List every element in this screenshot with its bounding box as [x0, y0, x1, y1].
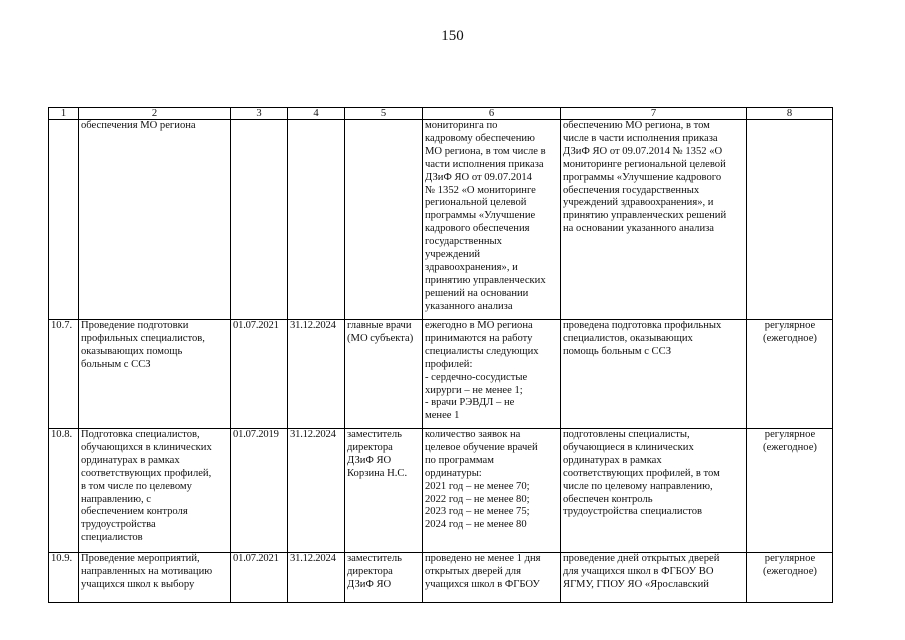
start-date	[231, 120, 288, 320]
cell-line: программы «Улучшение кадрового	[563, 171, 722, 183]
cell-line: обучающиеся в клинических	[563, 441, 694, 453]
cell-line: ординатуры:	[425, 467, 482, 479]
cell-line: оказывающих помощь	[81, 345, 183, 357]
cell-line: соответствующих профилей, в том	[563, 467, 720, 479]
cell-line: - врачи РЭВДЛ – не	[425, 397, 515, 409]
result-cell	[561, 553, 747, 603]
cell-line: государственных	[425, 236, 502, 248]
cell-line: (ежегодное)	[763, 565, 817, 577]
cell-line: числе в части исполнения приказа	[563, 132, 718, 144]
cell-line: подготовлены специалисты,	[563, 429, 690, 440]
activity-cell	[79, 429, 231, 553]
responsible-cell	[345, 120, 423, 320]
cell-line: учреждений здравоохранения», и	[563, 197, 714, 209]
cell-line: обучающихся в клинических	[81, 441, 212, 453]
cell-line: по программам	[425, 454, 494, 466]
cell-line: ординатурах в рамках	[563, 454, 662, 466]
cell-line: числе по целевому направлению,	[563, 480, 713, 492]
cell-line: Корзина Н.С.	[347, 467, 408, 479]
cell-line: 2021 год – не менее 70;	[425, 480, 530, 492]
cell-line: регулярное	[764, 320, 816, 331]
responsible-cell	[345, 320, 423, 429]
cell-line: № 1352 «О мониторинге	[425, 184, 536, 196]
cell-line: учащихся школ к выбору	[81, 578, 195, 590]
header-row	[49, 108, 833, 120]
cell-line: ДЗиФ ЯО от 09.07.2014 № 1352 «О	[563, 145, 723, 157]
responsible-cell	[345, 429, 423, 553]
result-cell	[561, 429, 747, 553]
frequency-cell	[747, 553, 833, 603]
row-number: 10.8.	[49, 429, 79, 553]
cell-line: Проведение мероприятий,	[81, 553, 200, 564]
cell-line: трудоустройства	[81, 519, 156, 531]
table-row	[49, 429, 833, 553]
activity-cell	[79, 320, 231, 429]
end-date	[288, 120, 345, 320]
cell-line: Подготовка специалистов,	[81, 429, 200, 440]
col-header: 1	[49, 108, 79, 120]
cell-line: принятию управленческих решений	[563, 210, 727, 222]
cell-line: специалисты следующих	[425, 345, 539, 357]
cell-line: (МО субъекта)	[347, 332, 414, 344]
cell-line: учащихся школ в ФГБОУ	[425, 578, 540, 590]
table-body	[49, 120, 833, 603]
cell-line: регулярное	[764, 553, 816, 564]
cell-line: ординатурах в рамках	[81, 454, 180, 466]
cell-line: указанного анализа	[425, 300, 513, 312]
cell-line: здравоохранения», и	[425, 261, 518, 273]
cell-line: главные врачи	[347, 320, 412, 331]
cell-line: помощь больным с ССЗ	[563, 345, 671, 357]
table-row	[49, 553, 833, 603]
col-header: 3	[231, 108, 288, 120]
cell-line: направлению, с	[81, 493, 152, 505]
cell-line: региональной целевой	[425, 197, 527, 209]
cell-line: трудоустройства специалистов	[563, 506, 703, 518]
cell-line: обеспечением контроля	[81, 506, 188, 518]
row-number: 10.9.	[49, 553, 79, 603]
cell-line: в том числе по целевому	[81, 480, 192, 492]
cell-line: на основании указанного анализа	[563, 223, 715, 235]
cell-line: хирурги – не менее 1;	[425, 384, 523, 396]
end-date: 31.12.2024	[288, 429, 345, 553]
cell-line: соответствующих профилей,	[81, 467, 212, 479]
cell-line: программы «Улучшение	[425, 210, 536, 222]
result-cell	[561, 320, 747, 429]
cell-line: заместитель	[347, 429, 403, 440]
col-header: 5	[345, 108, 423, 120]
cell-line: мониторинге региональной целевой	[563, 158, 726, 170]
cell-line: решений на основании	[425, 287, 529, 299]
cell-line: специалистов, оказывающих	[563, 332, 693, 344]
cell-line: специалистов	[81, 532, 143, 544]
cell-line: профилей:	[425, 358, 473, 370]
cell-line: проведена подготовка профильных	[563, 320, 722, 331]
start-date: 01.07.2019	[231, 429, 288, 553]
cell-line: больным с ССЗ	[81, 358, 151, 370]
cell-line: принятию управленческих	[425, 274, 546, 286]
cell-line: учреждений	[425, 249, 481, 261]
cell-line: для учащихся школ в ФГБОУ ВО	[563, 565, 714, 577]
plan-table	[48, 107, 833, 603]
cell-line: директора	[347, 441, 393, 453]
table-row	[49, 320, 833, 429]
activity-cell	[79, 553, 231, 603]
indicator-cell	[423, 429, 561, 553]
cell-line: ДЗиФ ЯО от 09.07.2014	[425, 171, 532, 183]
frequency-cell	[747, 429, 833, 553]
page-number: 150	[441, 28, 464, 44]
frequency-cell	[747, 320, 833, 429]
table-row	[49, 120, 833, 320]
col-header: 2	[79, 108, 231, 120]
cell-line: (ежегодное)	[763, 441, 817, 453]
cell-line: открытых дверей для	[425, 565, 521, 577]
cell-line: проведение дней открытых дверей	[563, 553, 720, 564]
cell-line: директора	[347, 565, 393, 577]
cell-line: Проведение подготовки	[81, 320, 189, 331]
cell-line: менее 1	[425, 410, 460, 422]
cell-line: (ежегодное)	[763, 332, 817, 344]
result-cell	[561, 120, 747, 320]
end-date: 31.12.2024	[288, 320, 345, 429]
cell-line: обеспечению МО региона, в том	[563, 120, 710, 131]
col-header: 8	[747, 108, 833, 120]
cell-line: части исполнения приказа	[425, 158, 544, 170]
cell-line: проведено не менее 1 дня	[425, 553, 541, 564]
cell-line: заместитель	[347, 553, 403, 564]
end-date: 31.12.2024	[288, 553, 345, 603]
cell-line: 2024 год – не менее 80	[425, 519, 527, 531]
cell-line: регулярное	[764, 429, 816, 440]
cell-line: ДЗиФ ЯО	[347, 454, 392, 466]
cell-line: кадровому обеспечению	[425, 132, 535, 144]
cell-line: ЯГМУ, ГПОУ ЯО «Ярославский	[563, 578, 709, 590]
start-date: 01.07.2021	[231, 553, 288, 603]
col-header: 4	[288, 108, 345, 120]
cell-line: кадрового обеспечения	[425, 223, 530, 235]
cell-line: принимаются на работу	[425, 332, 533, 344]
indicator-cell	[423, 320, 561, 429]
cell-line: целевое обучение врачей	[425, 441, 538, 453]
frequency-cell	[747, 120, 833, 320]
cell-line: обеспечения государственных	[563, 184, 700, 196]
col-header: 7	[561, 108, 747, 120]
cell-line: - сердечно-сосудистые	[425, 371, 528, 383]
cell-line: количество заявок на	[425, 429, 521, 440]
row-number	[49, 120, 79, 320]
cell-line: МО региона, в том числе в	[425, 145, 546, 157]
cell-line: мониторинга по	[425, 120, 498, 131]
cell-line: 2023 год – не менее 75;	[425, 506, 530, 518]
cell-line: профильных специалистов,	[81, 332, 205, 344]
cell-line: ежегодно в МО региона	[425, 320, 533, 331]
activity-cell	[79, 120, 231, 320]
cell-line: обеспечения МО региона	[81, 120, 196, 131]
row-number: 10.7.	[49, 320, 79, 429]
cell-line: ДЗиФ ЯО	[347, 578, 392, 590]
cell-line: обеспечен контроль	[563, 493, 653, 505]
indicator-cell	[423, 120, 561, 320]
start-date: 01.07.2021	[231, 320, 288, 429]
col-header: 6	[423, 108, 561, 120]
cell-line: направленных на мотивацию	[81, 565, 213, 577]
indicator-cell	[423, 553, 561, 603]
responsible-cell	[345, 553, 423, 603]
cell-line: 2022 год – не менее 80;	[425, 493, 530, 505]
